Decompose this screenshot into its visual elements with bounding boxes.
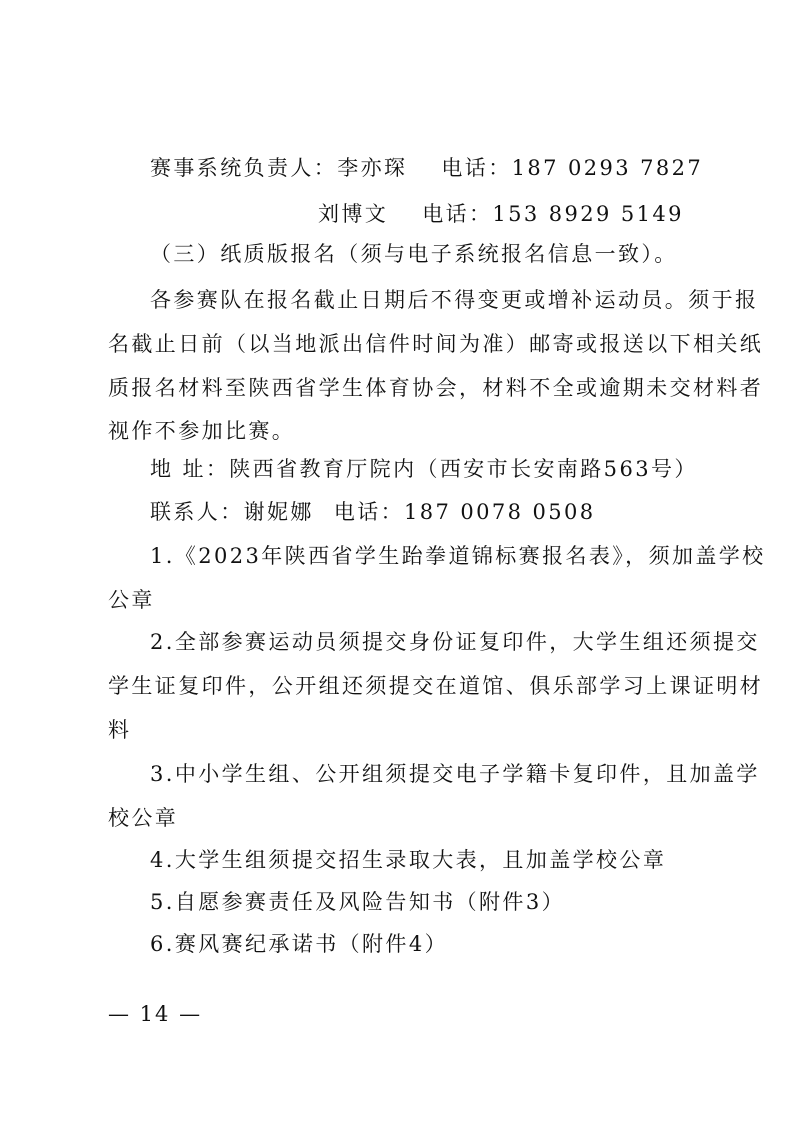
contact-person-row: [150, 498, 596, 526]
address-value: 陕西省教育厅院内（西安市长安南路563号）: [229, 457, 698, 481]
contact-person-name: 谢妮娜: [243, 500, 314, 524]
section-heading: （三）纸质版报名（须与电子系统报名信息一致）。: [150, 242, 678, 266]
intro-line-3: 质报名材料至陕西省学生体育协会，材料不全或逾期未交材料者: [108, 376, 764, 400]
person2-phone-label: 电话：: [422, 202, 493, 226]
contact-person-phone-label: 电话：: [333, 500, 405, 524]
item-3-line-2: 校公章: [108, 806, 179, 830]
person2-phone: 153 8929 5149: [492, 202, 684, 226]
item-2-line-1: 2.全部参赛运动员须提交身份证复印件，大学生组还须提交: [150, 630, 760, 654]
item-2-line-3: 料: [108, 718, 132, 742]
system-lead-row: [150, 154, 703, 182]
system-lead-label: 赛事系统负责人：: [150, 156, 338, 180]
intro-line-2: 名截止日前（以当地派出信件时间为准）邮寄或报送以下相关纸: [108, 332, 764, 356]
item-5: 5.自愿参赛责任及风险告知书（附件3）: [150, 890, 565, 914]
contact-person-label: 联系人：: [150, 500, 244, 524]
item-1-line-1: 1.《2023年陕西省学生跆拳道锦标赛报名表》，须加盖学校: [150, 544, 766, 568]
item-2-line-2: 学生证复印件，公开组还须提交在道馆、俱乐部学习上课证明材: [108, 674, 764, 698]
page-number: — 14 —: [108, 1002, 203, 1026]
item-4: 4.大学生组须提交招生录取大表，且加盖学校公章: [150, 848, 667, 872]
contact-person-phone: 187 0078 0508: [404, 500, 596, 524]
person1-phone: 187 0293 7827: [511, 156, 704, 180]
intro-line-1: 各参赛队在报名截止日期后不得变更或增补运动员。须于报: [150, 288, 759, 312]
intro-line-4: 视作不参加比赛。: [108, 419, 296, 443]
item-6: 6.赛风赛纪承诺书（附件4）: [150, 932, 448, 956]
person1-phone-label: 电话：: [441, 156, 512, 180]
address-label: 地 址：: [150, 457, 230, 481]
item-1-line-2: 公章: [108, 588, 155, 612]
item-3-line-1: 3.中小学生组、公开组须提交电子学籍卡复印件，且加盖学: [150, 762, 760, 786]
person1-name: 李亦琛: [337, 156, 408, 180]
second-contact-row: [318, 200, 684, 228]
person2-name: 刘博文: [318, 202, 389, 226]
address-row: [150, 455, 698, 483]
